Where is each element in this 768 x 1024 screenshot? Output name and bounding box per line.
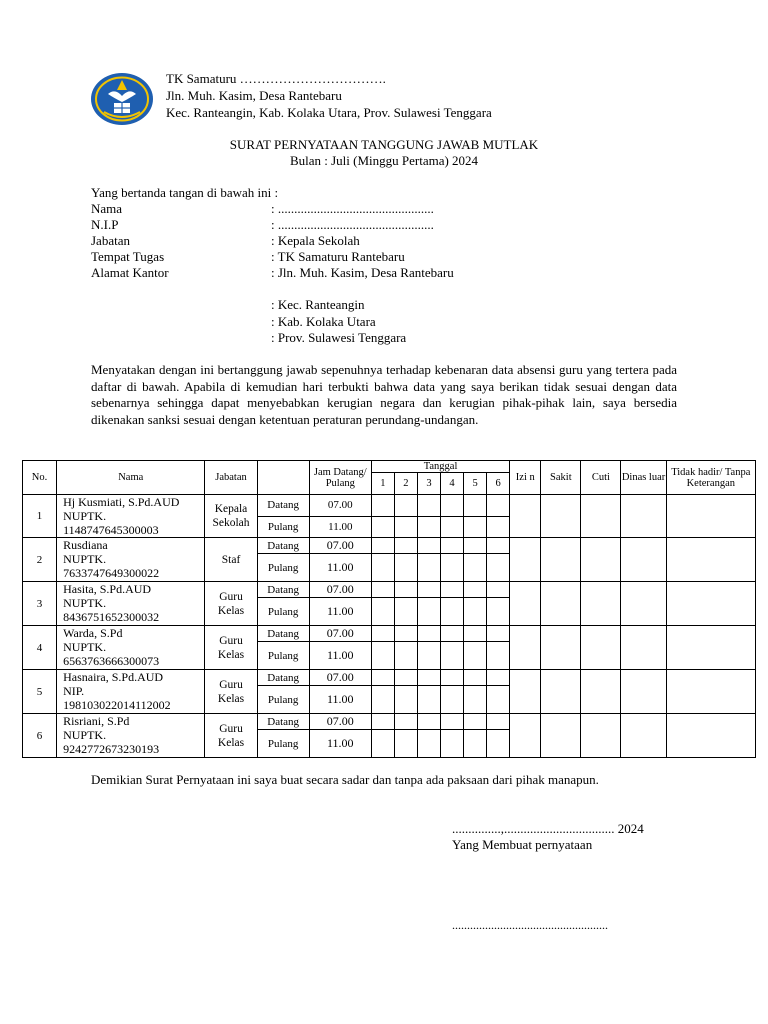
row-jam-datang: 07.00 <box>309 626 371 642</box>
date-cell <box>394 642 417 670</box>
field-label-alamat-kantor: Alamat Kantor <box>91 265 169 280</box>
date-cell <box>487 554 510 582</box>
row-datang-label: Datang <box>257 495 309 517</box>
date-cell <box>371 495 394 517</box>
date-cell <box>371 642 394 670</box>
date-cell <box>487 538 510 554</box>
status-cell <box>666 582 755 626</box>
col-header-sakit: Sakit <box>541 461 581 495</box>
date-cell <box>487 670 510 686</box>
row-jam-datang: 07.00 <box>309 538 371 554</box>
date-cell <box>371 626 394 642</box>
date-cell <box>487 686 510 714</box>
field-value-alamat-kantor: : Jln. Muh. Kasim, Desa Rantebaru <box>271 265 454 280</box>
date-cell <box>487 714 510 730</box>
status-cell <box>510 670 541 714</box>
date-cell <box>487 582 510 598</box>
row-pulang-label: Pulang <box>257 598 309 626</box>
date-cell <box>371 730 394 758</box>
date-cell <box>464 582 487 598</box>
row-datang-label: Datang <box>257 582 309 598</box>
date-cell <box>464 670 487 686</box>
col-header-nama: Nama <box>57 461 205 495</box>
row-nama <box>57 495 205 538</box>
address-provinsi: : Prov. Sulawesi Tenggara <box>271 330 407 345</box>
date-cell <box>464 714 487 730</box>
date-cell <box>371 516 394 538</box>
row-jam-pulang: 11.00 <box>309 598 371 626</box>
date-cell <box>441 495 464 517</box>
date-cell <box>371 582 394 598</box>
address-kabupaten: : Kab. Kolaka Utara <box>271 314 376 329</box>
date-cell <box>417 582 440 598</box>
field-label-jabatan: Jabatan <box>91 233 130 248</box>
table-row-datang <box>23 538 756 554</box>
status-cell <box>510 714 541 758</box>
date-cell <box>371 554 394 582</box>
date-cell <box>371 686 394 714</box>
nama-line: Hasnaira, S.Pd.AUD <box>63 670 164 684</box>
date-cell <box>394 670 417 686</box>
status-cell <box>581 670 621 714</box>
nama-line: 198103022014112002 <box>63 698 171 712</box>
nama-line: NUPTK. <box>63 728 107 742</box>
date-cell <box>464 516 487 538</box>
date-cell <box>441 670 464 686</box>
date-cell <box>417 538 440 554</box>
field-value-jabatan: : Kepala Sekolah <box>271 233 360 248</box>
date-cell <box>441 626 464 642</box>
field-label-nama: Nama <box>91 201 123 216</box>
tut-wuri-handayani-logo <box>90 72 154 126</box>
table-row-datang <box>23 626 756 642</box>
date-cell <box>417 598 440 626</box>
row-datang-label: Datang <box>257 714 309 730</box>
row-number: 1 <box>23 495 57 538</box>
date-cell <box>441 730 464 758</box>
date-cell <box>417 730 440 758</box>
status-cell <box>621 495 666 538</box>
row-jam-pulang: 11.00 <box>309 686 371 714</box>
date-cell <box>371 538 394 554</box>
row-jabatan: Guru Kelas <box>205 714 257 758</box>
nama-line: 1148747645300003 <box>63 523 159 537</box>
status-cell <box>621 626 666 670</box>
date-cell <box>417 495 440 517</box>
date-cell <box>394 538 417 554</box>
date-cell <box>417 686 440 714</box>
date-cell <box>441 582 464 598</box>
date-cell <box>441 516 464 538</box>
date-cell <box>464 554 487 582</box>
school-name: TK Samaturu ……………………………. <box>166 71 386 86</box>
status-cell <box>581 538 621 582</box>
date-header: 5 <box>464 473 487 495</box>
nama-line: Hj Kusmiati, S.Pd.AUD <box>63 495 180 509</box>
date-cell <box>417 626 440 642</box>
date-cell <box>487 495 510 517</box>
col-header-dinas-luar: Dinas luar <box>621 461 666 495</box>
date-cell <box>464 495 487 517</box>
row-nama <box>57 538 205 582</box>
col-header-izin: Izi n <box>510 461 541 495</box>
row-number: 2 <box>23 538 57 582</box>
field-value-nama: : ................................................ <box>271 201 434 216</box>
status-cell <box>510 626 541 670</box>
row-pulang-label: Pulang <box>257 516 309 538</box>
table-row-datang <box>23 714 756 730</box>
row-jabatan: Staf <box>205 538 257 582</box>
date-cell <box>371 714 394 730</box>
date-cell <box>417 554 440 582</box>
field-value-nip: : ................................................ <box>271 217 434 232</box>
row-pulang-label: Pulang <box>257 730 309 758</box>
date-cell <box>371 670 394 686</box>
nama-line: NIP. <box>63 684 85 698</box>
row-jabatan: Kepala Sekolah <box>205 495 257 538</box>
date-cell <box>464 598 487 626</box>
date-cell <box>441 598 464 626</box>
col-header-jam: Jam Datang/ Pulang <box>309 461 371 495</box>
row-jam-pulang: 11.00 <box>309 642 371 670</box>
signature-name-line: .................................................... <box>452 918 608 932</box>
status-cell <box>666 626 755 670</box>
date-cell <box>394 598 417 626</box>
date-header: 4 <box>441 473 464 495</box>
document-title: SURAT PERNYATAAN TANGGUNG JAWAB MUTLAK <box>229 137 539 152</box>
status-cell <box>621 670 666 714</box>
row-jam-datang: 07.00 <box>309 495 371 517</box>
date-cell <box>464 730 487 758</box>
row-jabatan: Guru Kelas <box>205 626 257 670</box>
row-jam-pulang: 11.00 <box>309 516 371 538</box>
date-cell <box>487 730 510 758</box>
date-cell <box>417 670 440 686</box>
date-cell <box>464 642 487 670</box>
row-datang-label: Datang <box>257 626 309 642</box>
row-number: 3 <box>23 582 57 626</box>
date-cell <box>464 538 487 554</box>
nama-line: 7633747649300022 <box>63 566 160 580</box>
closing-paragraph: Demikian Surat Pernyataan ini saya buat secara sadar dan tanpa ada paksaan dari pihak manapun. <box>91 772 599 787</box>
status-cell <box>666 714 755 758</box>
table-row-datang <box>23 670 756 686</box>
row-jam-datang: 07.00 <box>309 670 371 686</box>
table-row-datang <box>23 582 756 598</box>
field-label-nip: N.I.P <box>91 217 119 232</box>
status-cell <box>621 582 666 626</box>
date-cell <box>487 642 510 670</box>
date-cell <box>394 582 417 598</box>
nama-line: Rusdiana <box>63 538 108 552</box>
table-row-datang <box>23 495 756 517</box>
date-cell <box>417 714 440 730</box>
date-cell <box>394 730 417 758</box>
status-cell <box>510 495 541 538</box>
nama-line: Warda, S.Pd <box>63 626 123 640</box>
date-cell <box>394 714 417 730</box>
row-nama <box>57 670 205 714</box>
status-cell <box>666 670 755 714</box>
row-nama <box>57 626 205 670</box>
col-header-tanggal: Tanggal <box>371 461 509 473</box>
row-number: 4 <box>23 626 57 670</box>
nama-line: NUPTK. <box>63 640 107 654</box>
attendance-rows <box>23 495 756 758</box>
row-nama <box>57 714 205 758</box>
school-street: Jln. Muh. Kasim, Desa Rantebaru <box>166 88 342 103</box>
date-cell <box>394 626 417 642</box>
nama-line: 8436751652300032 <box>63 610 160 624</box>
col-header-blank <box>257 461 309 495</box>
date-cell <box>441 642 464 670</box>
nama-line: Hasita, S.Pd.AUD <box>63 582 152 596</box>
document-period: Bulan : Juli (Minggu Pertama) 2024 <box>289 153 479 168</box>
status-cell <box>541 495 581 538</box>
status-cell <box>621 714 666 758</box>
date-cell <box>417 642 440 670</box>
date-cell <box>394 495 417 517</box>
nama-line: 9242772673230193 <box>63 742 160 756</box>
date-cell <box>441 686 464 714</box>
row-jam-datang: 07.00 <box>309 582 371 598</box>
row-number: 6 <box>23 714 57 758</box>
date-header: 2 <box>394 473 417 495</box>
date-header: 1 <box>371 473 394 495</box>
date-cell <box>417 516 440 538</box>
date-cell <box>487 598 510 626</box>
nama-line: NUPTK. <box>63 596 107 610</box>
col-header-no: No. <box>23 461 57 495</box>
date-cell <box>487 516 510 538</box>
date-cell <box>394 516 417 538</box>
col-header-cuti: Cuti <box>581 461 621 495</box>
row-pulang-label: Pulang <box>257 642 309 670</box>
row-pulang-label: Pulang <box>257 554 309 582</box>
date-cell <box>394 554 417 582</box>
date-cell <box>487 626 510 642</box>
nama-line: NUPTK. <box>63 552 107 566</box>
intro-text: Yang bertanda tangan di bawah ini : <box>91 185 279 200</box>
status-cell <box>666 538 755 582</box>
date-cell <box>371 598 394 626</box>
date-cell <box>464 686 487 714</box>
row-jabatan: Guru Kelas <box>205 670 257 714</box>
status-cell <box>581 495 621 538</box>
school-region: Kec. Ranteangin, Kab. Kolaka Utara, Prov. Sulawesi Tenggara <box>166 105 492 120</box>
field-value-tempat-tugas: : TK Samaturu Rantebaru <box>271 249 405 264</box>
signature-place-date: ...............,.................................. 2024 <box>452 821 644 836</box>
nama-line: Risriani, S.Pd <box>63 714 130 728</box>
status-cell <box>581 714 621 758</box>
date-cell <box>394 686 417 714</box>
status-cell <box>510 582 541 626</box>
status-cell <box>541 626 581 670</box>
status-cell <box>581 582 621 626</box>
address-kecamatan: : Kec. Ranteangin <box>271 297 365 312</box>
statement-paragraph: Menyatakan dengan ini bertanggung jawab sepenuhnya terhadap kebenaran data absensi guru yang tertera pada daftar di bawah. Apabila di kemudian hari terbukti bahwa data yang saya berikan tidak sesuai dengan data sebenarnya sehingga dapat menyebabkan kerugian negara dan kerugian pihak-pihak lain, saya bersedia dikenakan sanksi sesuai dengan ketentuan peraturan perundang-undangan. <box>91 362 677 427</box>
status-cell <box>541 714 581 758</box>
row-datang-label: Datang <box>257 538 309 554</box>
row-jam-pulang: 11.00 <box>309 554 371 582</box>
date-header: 3 <box>417 473 440 495</box>
col-header-tidak-hadir: Tidak hadir/ Tanpa Keterangan <box>666 461 755 495</box>
status-cell <box>666 495 755 538</box>
col-header-jabatan: Jabatan <box>205 461 257 495</box>
row-jabatan: Guru Kelas <box>205 582 257 626</box>
row-datang-label: Datang <box>257 670 309 686</box>
date-cell <box>441 554 464 582</box>
row-jam-datang: 07.00 <box>309 714 371 730</box>
nama-line: NUPTK. <box>63 509 107 523</box>
status-cell <box>541 670 581 714</box>
date-header: 6 <box>487 473 510 495</box>
signature-role: Yang Membuat pernyataan <box>452 837 593 852</box>
attendance-table <box>22 460 756 758</box>
status-cell <box>510 538 541 582</box>
row-jam-pulang: 11.00 <box>309 730 371 758</box>
status-cell <box>541 538 581 582</box>
date-cell <box>441 538 464 554</box>
status-cell <box>621 538 666 582</box>
date-cell <box>441 714 464 730</box>
row-pulang-label: Pulang <box>257 686 309 714</box>
status-cell <box>581 626 621 670</box>
status-cell <box>541 582 581 626</box>
date-cell <box>464 626 487 642</box>
nama-line: 6563763666300073 <box>63 654 160 668</box>
row-nama <box>57 582 205 626</box>
row-number: 5 <box>23 670 57 714</box>
field-label-tempat-tugas: Tempat Tugas <box>91 249 165 264</box>
